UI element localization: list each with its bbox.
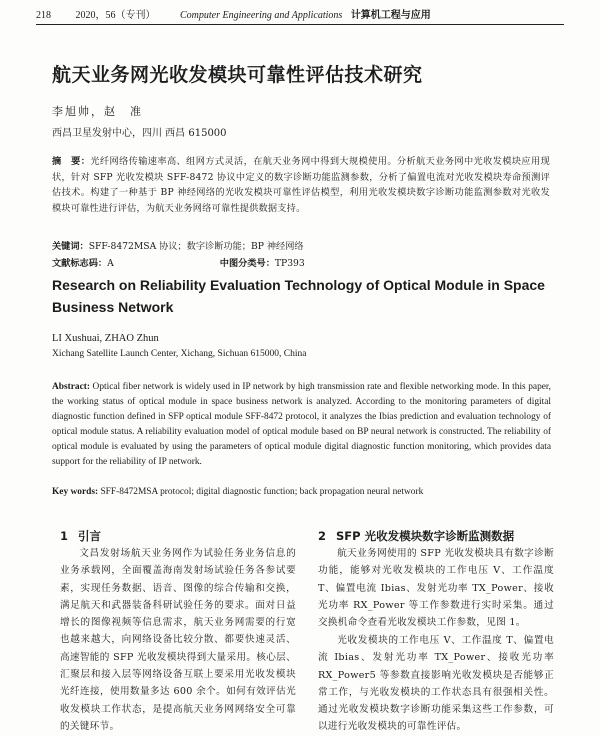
affiliation-cn: 西昌卫星发射中心，四川 西昌 615000 xyxy=(52,128,227,139)
class-no-value: TP393 xyxy=(274,258,305,269)
section-1-number: 1 xyxy=(60,529,69,543)
abstract-cn xyxy=(52,154,550,216)
abstract-en xyxy=(52,380,551,471)
keywords-en-label: Key words: xyxy=(52,487,99,497)
section-1-title: 引言 xyxy=(78,529,102,543)
section-2-number: 2 xyxy=(318,529,327,543)
keywords-cn-label: 关键词： xyxy=(52,241,89,252)
section-2-heading xyxy=(318,528,514,544)
abstract-en-text: Optical fiber network is widely used in IP network by high transmission rate and flexible networking mode. In this paper, the working status of optical module in space business network is analyzed. According to the monitoring parameters of digital diagnostic function defined in SFP optical module SFF-8472 protocol, it analyzes the Ibias prediction and evaluation technology of optical module status. A reliability evaluation model of optical module based on BP neural network is constructed. The reliability of optical module is evaluated by using the parameters of optical module digital diagnostic function monitoring, which provides data support for the reliability of IP network. xyxy=(52,382,552,468)
journal-name-en: Computer Engineering and Applications xyxy=(180,10,343,21)
doc-code-value: A xyxy=(107,258,114,269)
affiliation-en: Xichang Satellite Launch Center, Xichang, Sichuan 615000, China xyxy=(52,349,307,359)
abstract-cn-text: 光纤网络传输速率高、组网方式灵活，在航天业务网中得到大规模使用。分析航天业务网中光收发模块应用现状，针对 SFP 光收发模块 SFF-8472 协议中定义的数字诊断功能监测参数，分析了偏置电流对光收发模块寿命预测评估技术。构建了一种基于 BP 神经网络的光收发模块可靠性评估模型，利用光收发模块数字诊断功能监测参数对光收发模块可靠性进行评估，为航天业务网络可靠性提供数据支持。 xyxy=(52,156,550,214)
section-2-title: SFP 光收发模块数字诊断监测数据 xyxy=(336,529,515,543)
authors-cn: 李旭帅，赵 准 xyxy=(52,105,143,118)
class-no-label: 中图分类号： xyxy=(219,258,275,269)
authors-en: LI Xushuai, ZHAO Zhun xyxy=(52,333,159,344)
section-2-paragraph-1: 航天业务网使用的 SFP 光收发模块具有数字诊断功能，能够对光收发模块的工作电压 V、工作温度 T、偏置电流 Ibias、发射光功率 TX_Power、接收光功率 RX_Power 等工作参数进行实时采集。通过交换机命令查看光收发模块工作参数，见图 1。 xyxy=(318,548,554,629)
doc-code-label: 文献标志码： xyxy=(52,258,108,269)
journal-name-cn: 计算机工程与应用 xyxy=(350,10,431,21)
running-head xyxy=(36,6,564,25)
section-1-heading xyxy=(60,528,101,544)
keywords-cn-text: SFF-8472MSA 协议；数字诊断功能；BP 神经网络 xyxy=(88,241,304,252)
volume-info: 2020，56（专刊） xyxy=(75,10,156,21)
paper-title-cn: 航天业务网光收发模块可靠性评估技术研究 xyxy=(52,64,423,86)
abstract-en-label: Abstract: xyxy=(52,382,91,392)
abstract-cn-label: 摘 要： xyxy=(52,156,91,167)
paper-title-en: Research on Reliability Evaluation Technology of Optical Module in Space Business Network xyxy=(52,277,545,315)
classification-line xyxy=(52,255,452,269)
keywords-en-text: SFF-8472MSA protocol; digital diagnostic function; back propagation neural network xyxy=(100,487,424,497)
section-1-paragraph: 文昌发射场航天业务网作为试验任务业务信息的业务承载网，全面覆盖海南发射场试验任务各参试要素，实现任务数据、语音、图像的综合传输和交换，满足航天和武器装备科研试验任务的要求。面对日益增长的图像视频等信息需求，航天业务网需要的行宽也越来越大，向网络设备比较分散、都要快速灵活、高速智能的 SFP 光收发模块得到大量采用。核心层、汇聚层和接入层等网络设备互联上要采用光收发模块光纤连接，使用数量多达 600 余个。如何有效评估光收发模块工作状态，是提高航天业务网网络安全可靠的关键环节。 xyxy=(60,548,296,732)
section-2-paragraph-2: 光收发模块的工作电压 V、工作温度 T、偏置电流 Ibias、发射光功率 TX_Power、接收光功率 RX_Power5 等参数直接影响光收发模块是否能够正常工作，与光收发模块的工作状态具有很强相关性。通过光收发模块数字诊断功能采集这些工作参数，可以进行光收发模块的可靠性评估。 xyxy=(318,635,554,733)
page-number: 218 xyxy=(36,10,51,21)
keywords-cn xyxy=(52,238,304,252)
keywords-en xyxy=(52,487,423,497)
